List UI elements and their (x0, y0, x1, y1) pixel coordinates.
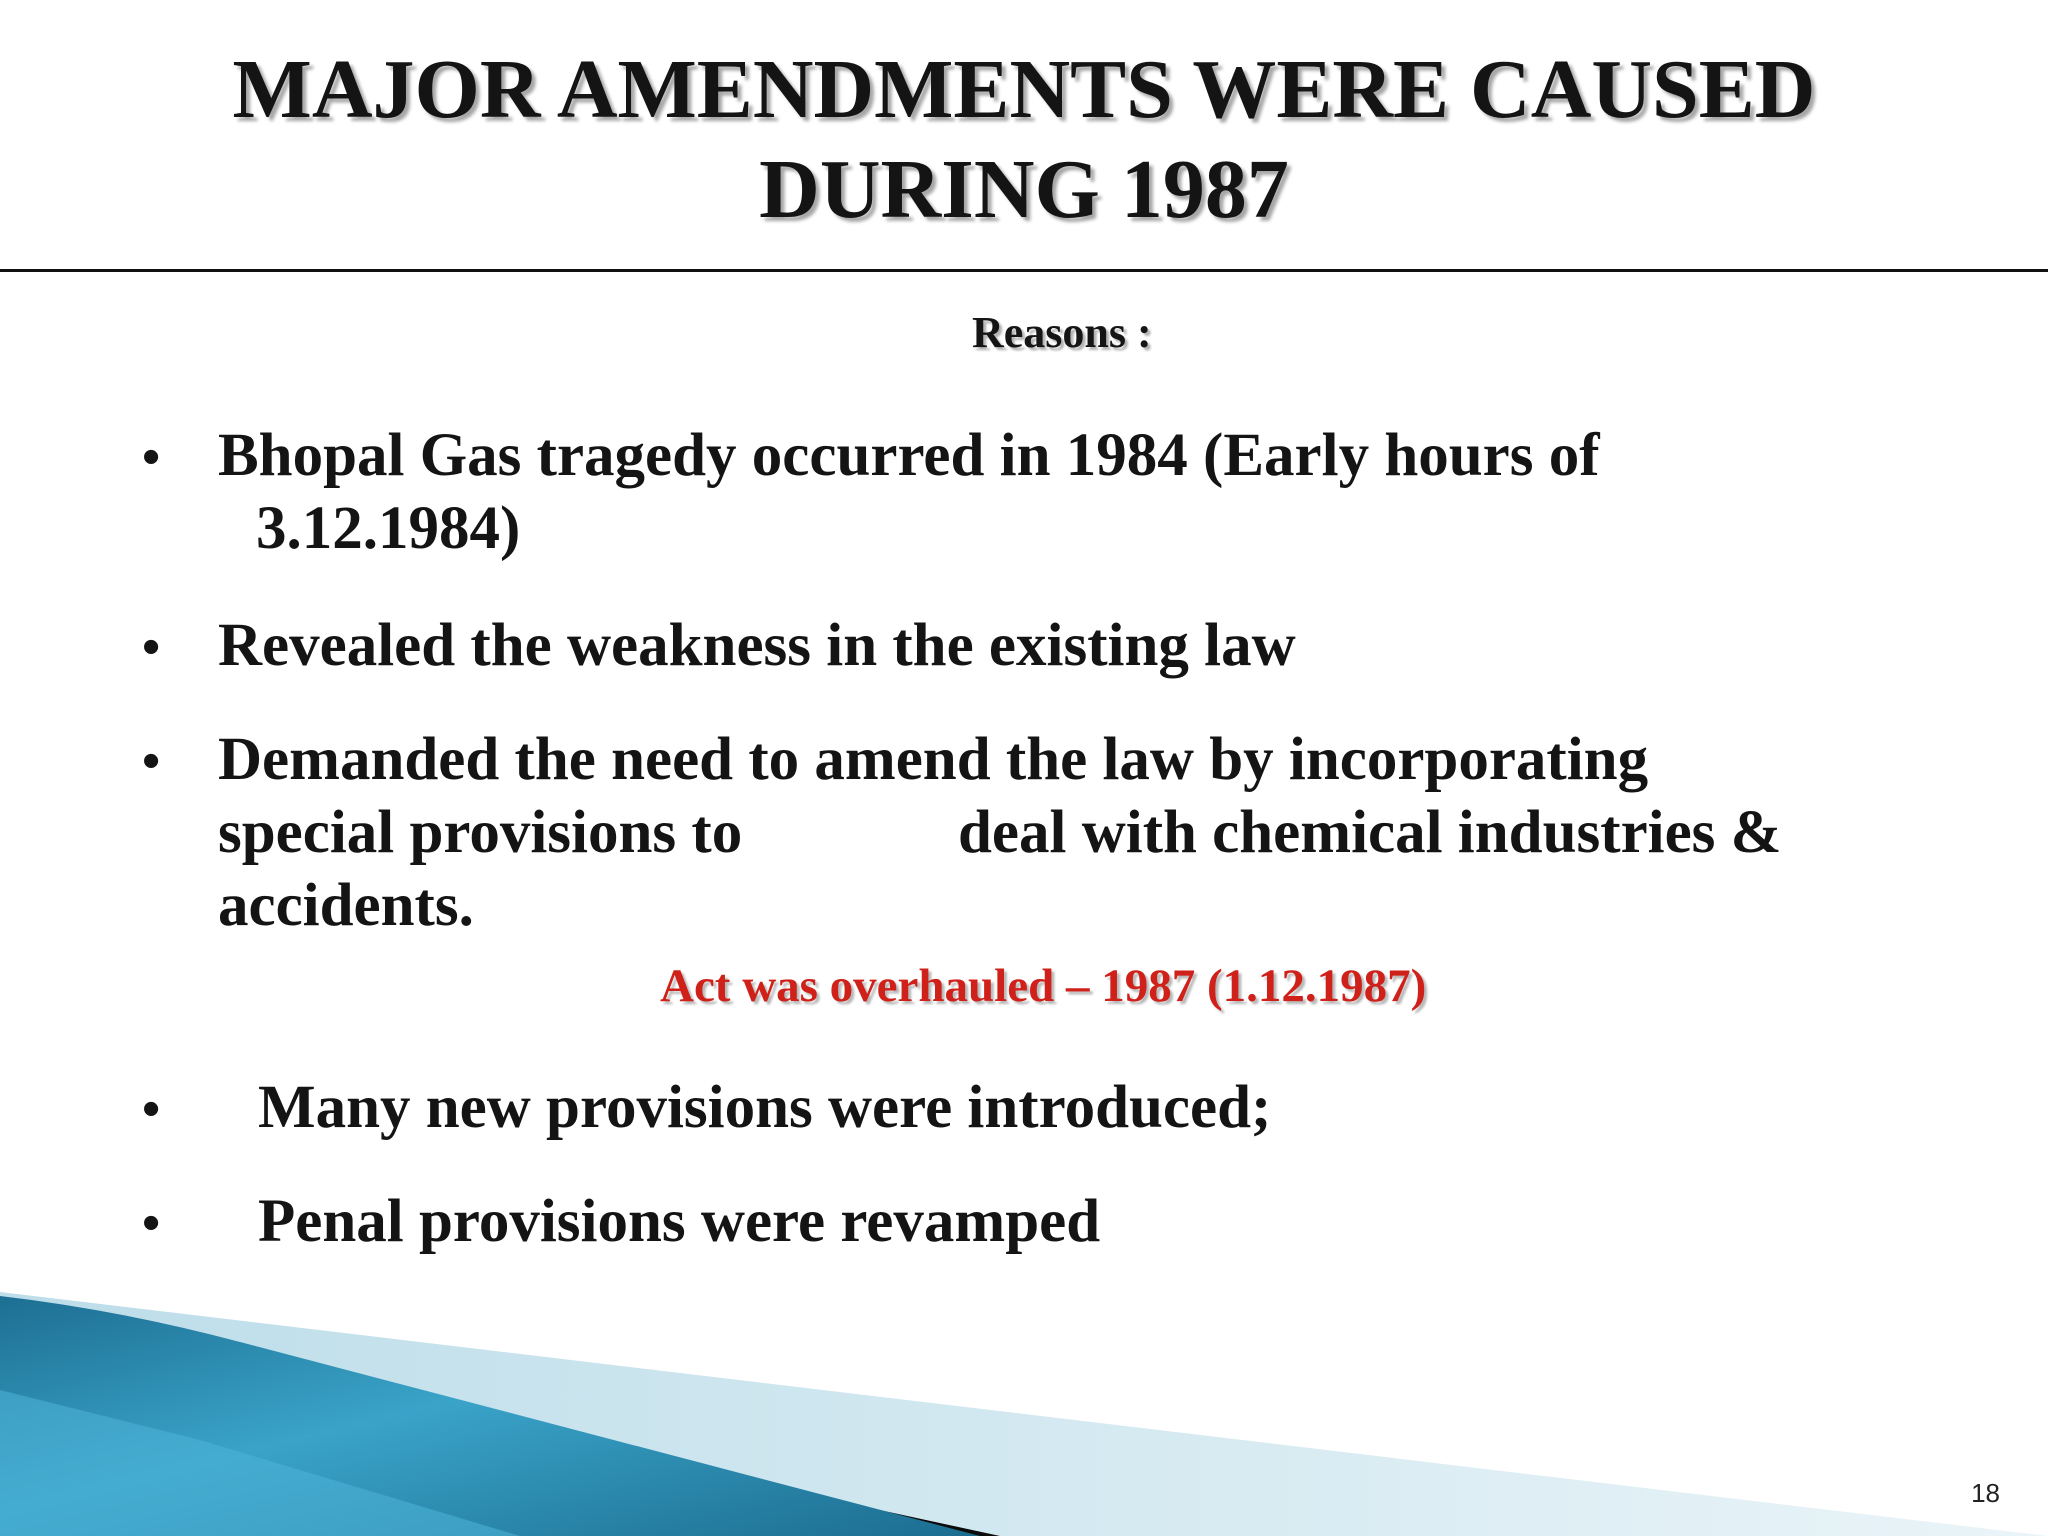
bullet-1-line-1: Bhopal Gas tragedy occurred in 1984 (Early hours of (218, 422, 1600, 489)
bullet-3-line-2-start: special provisions to (218, 799, 743, 866)
title-divider (0, 269, 2048, 272)
bullet-4-text: Many new provisions were introduced; (258, 1074, 1272, 1141)
reasons-heading: Reasons : (972, 308, 1152, 357)
decorative-swoosh (0, 1280, 2048, 1536)
bullet-marker: • (142, 1194, 161, 1252)
bullet-marker: • (142, 1080, 161, 1138)
bullet-marker: • (142, 428, 161, 486)
bullet-3-line-2-end: deal with chemical industries & (958, 799, 1782, 866)
page-number: 18 (1971, 1478, 2000, 1508)
bullet-3-line-3: accidents. (218, 872, 474, 939)
title-line-2: DURING 1987 (759, 143, 1289, 236)
act-overhauled-callout: Act was overhauled – 1987 (1.12.1987) (660, 960, 1427, 1012)
bullet-5-text: Penal provisions were revamped (258, 1188, 1101, 1255)
bullet-marker: • (142, 618, 161, 676)
bullet-3-line-1: Demanded the need to amend the law by incorporating (218, 726, 1649, 793)
bullet-marker: • (142, 732, 161, 790)
bullet-1-line-2: 3.12.1984) (256, 495, 521, 562)
bullet-2-text: Revealed the weakness in the existing law (218, 612, 1296, 679)
title-line-1: MAJOR AMENDMENTS WERE CAUSED (232, 43, 1816, 136)
slide-title (0, 40, 2048, 240)
